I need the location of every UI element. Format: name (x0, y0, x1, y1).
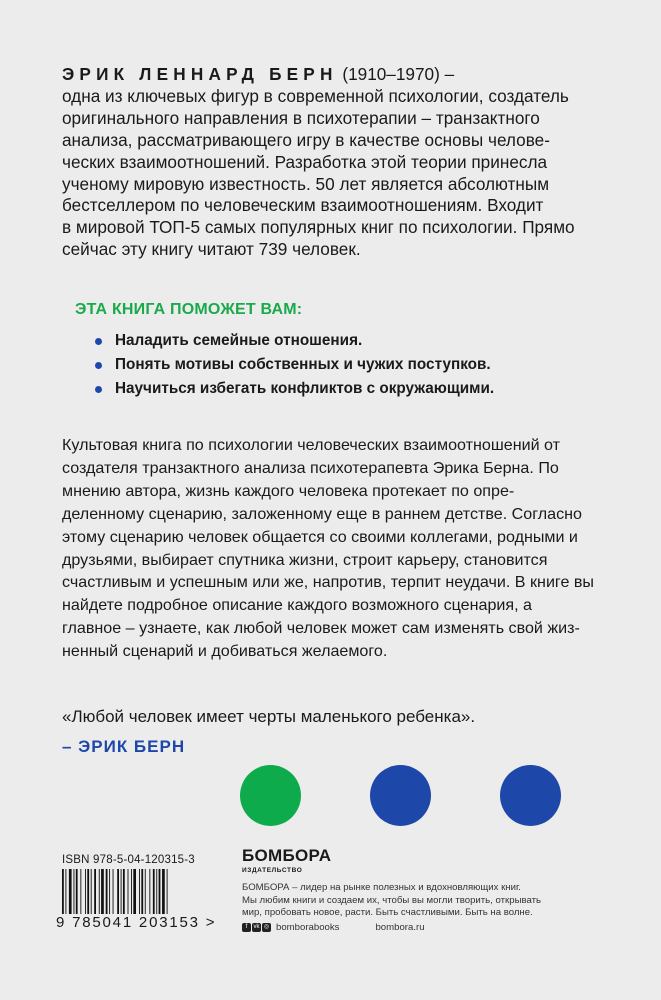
author-bio-line: анализа, рассматривающего игру в качестве основы челове- (62, 129, 550, 150)
blue-circle (370, 765, 431, 826)
publisher-logo: БОМБОРА (242, 846, 332, 865)
author-name: ЭРИК ЛЕННАРД БЕРН (62, 64, 338, 84)
author-bio-line: в мировой ТОП-5 самых популярных книг по психологии. Прямо (62, 217, 575, 238)
description-line: ненный сценарий и добиваться желаемого. (62, 642, 388, 661)
instagram-icon[interactable]: ◎ (263, 924, 270, 930)
description-line: Культовая книга по психологии человеческих взаимоотношений от (62, 436, 561, 454)
publisher-description-line: БОМБОРА – лидер на рынке полезных и вдохновляющих книг. (242, 882, 521, 893)
blue-circle (500, 765, 561, 826)
social-row (242, 922, 425, 933)
author-bio-line: ученому мировую известность. 50 лет является абсолютным (62, 173, 550, 194)
quote-text: «Любой человек имеет черты маленького ребенка». (62, 707, 476, 726)
facebook-icon[interactable]: f (242, 923, 251, 932)
barcode-digits: 9 785041 203153 > (56, 914, 217, 931)
green-circle (240, 765, 301, 826)
helps-list (95, 329, 494, 401)
social-handle-link[interactable]: bomborabooks (276, 922, 340, 933)
author-bio-line: (1910–1970) – (337, 64, 455, 84)
helps-heading: ЭТА КНИГА ПОМОЖЕТ ВАМ: (75, 301, 303, 318)
description-line: создателя транзактного анализа психотерапевта Эрика Берна. По (62, 458, 559, 477)
author-bio-line: ческих взаимоотношений. Разработка этой теории принесла (62, 151, 548, 172)
list-item: Наладить семейные отношения. (95, 329, 494, 353)
author-bio-line: бестселлером по человеческим взаимоотношениям. Входит (62, 195, 544, 216)
publisher-description (242, 882, 542, 920)
publisher-subtitle: ИЗДАТЕЛЬСТВО (242, 867, 303, 874)
bullet-icon (95, 338, 102, 345)
vk-icon[interactable]: vk (253, 924, 260, 930)
description-line: мнению автора, жизнь каждого человека протекает по опре- (62, 481, 515, 500)
bullet-icon (95, 362, 102, 369)
description-line: счастливым и успешным или же, напротив, терпит неудачи. В книге вы (62, 573, 594, 592)
isbn-label: ISBN 978-5-04-120315-3 (62, 854, 195, 866)
description-line: найдете подробное описание каждого возможного сценария, а (62, 596, 532, 615)
list-item: Научиться избегать конфликтов с окружающими. (95, 377, 494, 401)
book-description (62, 434, 622, 663)
author-bio-line: одна из ключевых фигур в современной психологии, создатель (62, 85, 569, 106)
description-line: деленному сценарию, заложенному еще в раннем детстве. Согласно (62, 504, 582, 523)
list-item: Понять мотивы собственных и чужих поступков. (95, 353, 494, 377)
barcode-icon (60, 869, 205, 914)
author-bio-line: оригинального направления в психотерапии – транзактного (62, 107, 540, 128)
publisher-description-line: мир, пробовать новое, расти. Быть счастливыми. Быть на волне. (242, 907, 533, 919)
website-link[interactable]: bombora.ru (375, 922, 425, 933)
author-bio-line: сейчас эту книгу читают 739 человек. (62, 239, 361, 260)
quote-author: – ЭРИК БЕРН (62, 737, 186, 756)
description-line: главное – узнаете, как любой человек может сам изменять свой жиз- (62, 619, 580, 638)
bullet-icon (95, 386, 102, 393)
publisher-description-line: Мы любим книги и создаем их, чтобы вы могли творить, открывать (242, 894, 541, 906)
author-bio (62, 64, 622, 261)
description-line: этому сценарию человек общается со своими коллегами, родными и (62, 527, 578, 546)
description-line: друзьями, выбирает спутника жизни, строит карьеру, становится (62, 550, 548, 569)
